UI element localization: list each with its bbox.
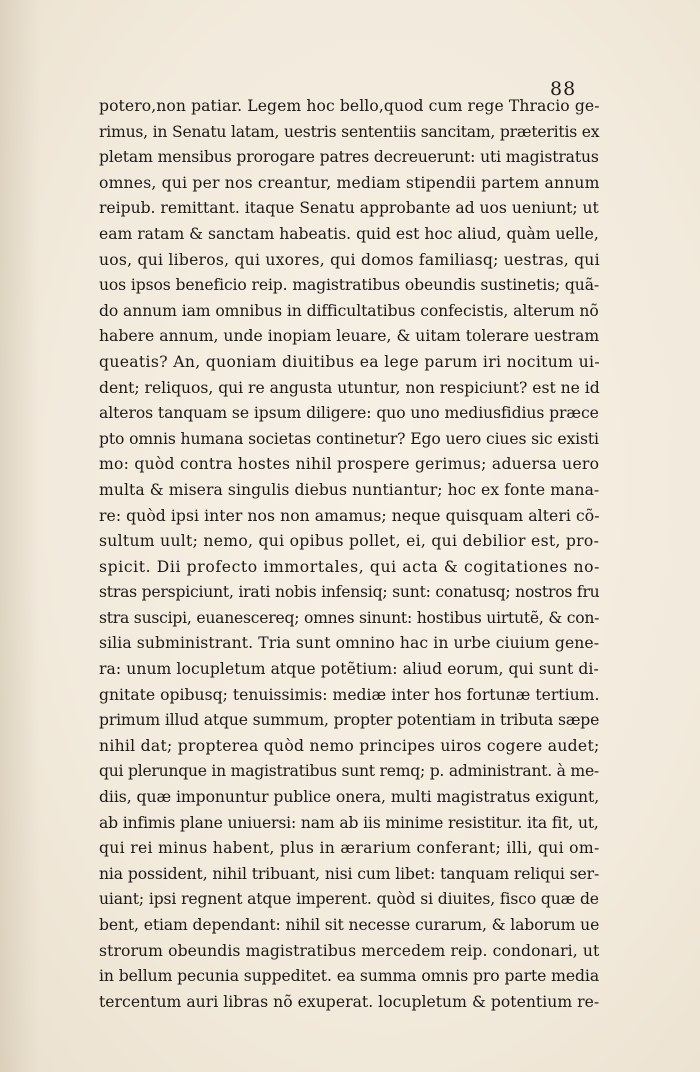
- text-line: nia possident, nihil tribuant, nisi cum libet: tanquam reliqui ser-: [99, 864, 600, 883]
- text-line: habere annum, unde inopiam leuare, & uitam tolerare uestram: [99, 327, 600, 346]
- text-line: queatis? An, quoniam diuitibus ea lege parum iri nocitum ui-: [99, 352, 600, 371]
- body-text: [99, 94, 599, 1015]
- text-line: do annum iam omnibus in difficultatibus confecistis, alterum nõ: [99, 301, 599, 320]
- text-line: re: quòd ipsi inter nos non amamus; neque quisquam alteri cõ-: [99, 506, 600, 525]
- text-line: pletam mensibus prorogare patres decreuerunt: uti magistratus: [99, 148, 599, 167]
- text-line: tercentum auri libras nõ exuperat. locupletum & potentium re-: [99, 992, 600, 1011]
- text-line: multa & misera singulis diebus nuntiantur; hoc ex fonte mana-: [99, 480, 600, 499]
- text-line: rimus, in Senatu latam, uestris sententiis sancitam, præteritis ex: [99, 122, 600, 141]
- text-line: alteros tanquam se ipsum diligere: quo uno mediusfidius præce: [99, 404, 599, 423]
- text-line: diis, quæ imponuntur publice onera, multi magistratus exigunt,: [99, 788, 600, 807]
- text-line: bent, etiam dependant: nihil sit necesse curarum, & laborum ue: [99, 916, 600, 934]
- text-line: primum illud atque summum, propter potentiam in tributa sæpe: [99, 711, 600, 730]
- text-line: uos ipsos beneficio reip. magistratibus obeundis sustinetis; quã-: [99, 276, 600, 295]
- text-line: eam ratam & sanctam habeatis. quid est hoc aliud, quàm uelle,: [99, 224, 599, 243]
- text-line: ra: unum locupletum atque potẽtium: aliud eorum, qui sunt di-: [99, 660, 599, 679]
- text-line: reipub. remittant. itaque Senatu approbante ad uos ueniunt; ut: [99, 199, 599, 218]
- text-line: qui rei minus habent, plus in ærarium conferant; illi, qui om-: [99, 839, 600, 858]
- text-line: sultum uult; nemo, qui opibus pollet, ei, qui debilior est, pro-: [99, 532, 600, 551]
- text-line: gnitate opibusq; tenuissimis: mediæ inter hos fortunæ tertium.: [99, 685, 600, 704]
- text-line: uiant; ipsi regnent atque imperent. quòd si diuites, fisco quæ de: [99, 890, 599, 909]
- text-line: potero,non patiar. Legem hoc bello,quod cum rege Thracio ge-: [99, 97, 600, 115]
- text-line: stra suscipi, euanescereq; omnes sinunt: hostibus uirtutẽ, & con-: [99, 608, 600, 627]
- text-line: uos, qui liberos, qui uxores, qui domos familiasq; uestras, qui: [99, 250, 600, 269]
- text-line: spicit. Dii profecto immortales, qui acta & cogitationes no-: [99, 557, 601, 576]
- text-line: strorum obeundis magistratibus mercedem reip. condonari, ut: [99, 941, 600, 960]
- text-line: stras perspiciunt, irati nobis infensiq; sunt: conatusq; nostros fru: [99, 583, 600, 602]
- page-gutter-shadow: [0, 0, 40, 1072]
- text-line: in bellum pecunia suppeditet. ea summa omnis pro parte media: [99, 967, 600, 986]
- text-line: omnes, qui per nos creantur, mediam stipendii partem annum: [99, 173, 600, 192]
- text-line: nihil dat; propterea quòd nemo principes uiros cogere audet;: [99, 736, 600, 755]
- text-line: ab infimis plane uniuersi: nam ab iis minime resistitur. ita fit, ut,: [99, 813, 599, 832]
- page-number: 88: [550, 78, 577, 100]
- text-line: silia subministrant. Tria sunt omnino hac in urbe ciuium gene-: [99, 634, 600, 653]
- text-line: mo: quòd contra hostes nihil prospere gerimus; aduersa uero: [99, 455, 600, 474]
- text-line: qui plerunque in magistratibus sunt remq; p. administrant. à me-: [99, 762, 599, 781]
- text-line: dent; reliquos, qui re angusta utuntur, non respiciunt? est ne id: [99, 378, 600, 397]
- text-line: pto omnis humana societas continetur? Ego uero ciues sic existi: [99, 429, 599, 448]
